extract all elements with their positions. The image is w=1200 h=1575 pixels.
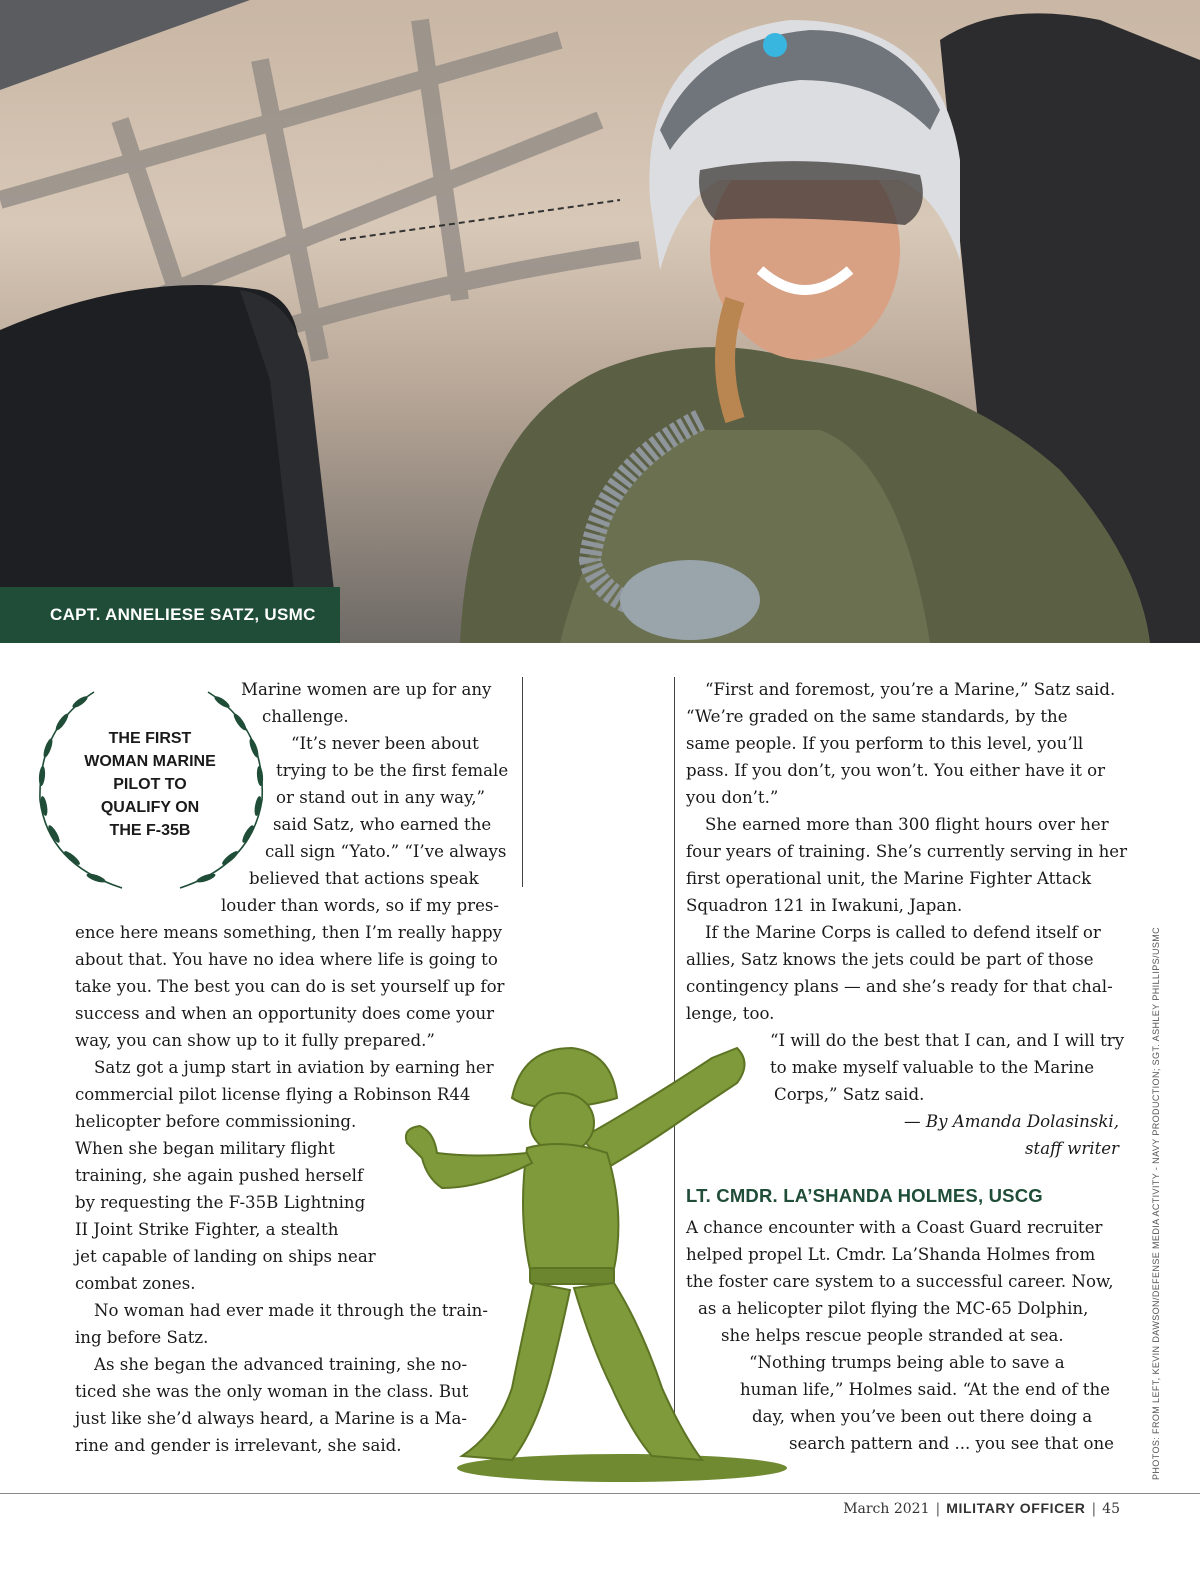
text-line: challenge. [262,707,349,726]
text-line: “I will do the best that I can, and I will try [770,1031,1125,1050]
text-line: II Joint Strike Fighter, a stealth [75,1220,339,1239]
text-line: four years of training. She’s currently serving in her [686,842,1128,861]
text-line: to make myself valuable to the Marine [770,1058,1095,1077]
callout-line: THE F-35B [109,822,191,839]
text-line: call sign “Yato.” “I’ve always [265,842,507,861]
text-line: allies, Satz knows the jets could be part of those [686,950,1094,969]
text-line: louder than words, so if my pres- [221,896,500,915]
paragraph: Satz got a jump start in aviation by earning her commercial pilot license flying a Robinson R44 [75,1058,494,1104]
text-line: “We’re graded on the same standards, by the [686,707,1068,726]
magazine-name: MILITARY OFFICER [946,1500,1086,1516]
text-line: helicopter before commissioning. [75,1112,357,1131]
text-line: by requesting the F-35B Lightning [75,1193,366,1212]
text-line: search pattern and ... you see that one [789,1434,1115,1453]
text-line: or stand out in any way,” [276,788,486,807]
footer-separator: | [1091,1501,1097,1517]
text-line: Marine women are up for any [241,680,492,699]
byline-role: staff writer [1025,1139,1119,1158]
page-footer [843,1500,1120,1517]
text-line: human life,” Holmes said. “At the end of the [740,1380,1110,1399]
page-number: 45 [1102,1501,1120,1517]
text-line: ticed she was the only woman in the class. But [75,1382,469,1401]
text-line: A chance encounter with a Coast Guard recruiter [686,1218,1103,1237]
text-line: same people. If you perform to this level, you’ll [686,734,1084,753]
text-line: “It’s never been about [291,734,479,753]
footer-divider [0,1493,1200,1494]
callout-line: QUALIFY ON [100,799,200,816]
column-divider [522,677,523,887]
callout-line: THE FIRST [108,730,192,747]
text-line: day, when you’ve been out there doing a [752,1407,1093,1426]
text-line: Corps,” Satz said. [774,1085,925,1104]
text-line: helped propel Lt. Cmdr. La’Shanda Holmes from [686,1245,1096,1264]
callout-line: WOMAN MARINE [84,753,216,770]
photo-caption: CAPT. ANNELIESE SATZ, USMC [0,587,340,643]
hero-photo [0,0,1200,643]
text-line: No woman had ever made it through the train- [94,1301,488,1320]
text-line: trying to be the first female [276,761,509,780]
text-line: just like she’d always heard, a Marine is a Ma- [75,1409,468,1428]
text-line: first operational unit, the Marine Fighter Attack [686,869,1092,888]
text-line: pass. If you don’t, you won’t. You either have it or [686,761,1106,780]
text-line: the foster care system to a successful career. Now, [686,1272,1114,1291]
text-line: If the Marine Corps is called to defend itself or [705,923,1101,942]
byline-author: — By Amanda Dolasinski, [904,1112,1119,1131]
section-subhead: LT. CMDR. LA’SHANDA HOLMES, USCG [686,1185,1043,1206]
text-line: Squadron 121 in Iwakuni, Japan. [686,896,963,915]
text-line: training, she again pushed herself [75,1166,364,1185]
text-line: she helps rescue people stranded at sea. [721,1326,1064,1345]
photo-credit: PHOTOS: FROM LEFT, KEVIN DAWSON/DEFENSE MEDIA ACTIVITY - NAVY PRODUCTION; SGT. ASHLEY PHILLIPS/USMC [1151,926,1161,1480]
text-line: said Satz, who earned the [273,815,492,834]
footer-separator: | [935,1501,941,1517]
text-line: ing before Satz. [75,1328,209,1347]
text-line: As she began the advanced training, she no- [94,1355,468,1374]
pilot-in-cockpit-illustration [0,0,1200,643]
text-line: jet capable of landing on ships near [75,1247,376,1266]
paragraph: ence here means something, then I’m really happy about that. You have no idea where life is going to take you. The best you can do is set yourself up for success and when an opportunity does come your way, you can show up to it fully prepared.” [75,923,505,1050]
text-line: lenge, too. [686,1004,775,1023]
text-line: you don’t.” [686,788,779,807]
callout-line: PILOT TO [113,776,187,793]
text-line: rine and gender is irrelevant, she said. [75,1436,402,1455]
text-line: “First and foremost, you’re a Marine,” Satz said. [705,680,1116,699]
text-line: as a helicopter pilot flying the MC-65 Dolphin, [698,1299,1089,1318]
text-line: believed that actions speak [249,869,479,888]
text-line: When she began military flight [75,1139,335,1158]
text-line: “Nothing trumps being able to save a [749,1353,1065,1372]
toy-soldier-illustration [392,1028,792,1483]
text-line: She earned more than 300 flight hours over her [705,815,1109,834]
text-line: combat zones. [75,1274,196,1293]
text-line: contingency plans — and she’s ready for that chal- [686,977,1113,996]
issue-date: March 2021 [843,1501,930,1517]
